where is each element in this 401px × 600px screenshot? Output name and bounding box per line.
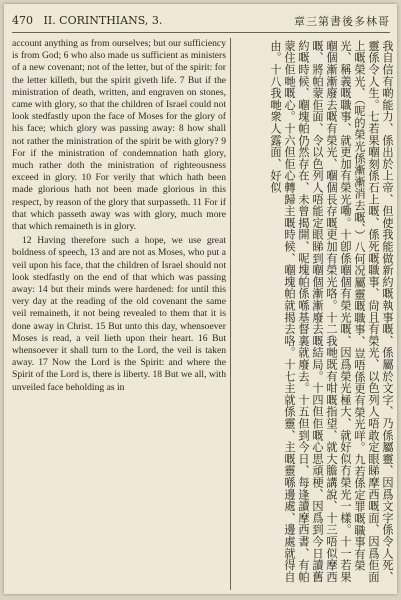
chinese-text-column: 我自信有啲能力、係出於上帝、但使我能做新約嘅執事嘅、係屬於文字、乃係屬靈、因爲文字係令人死、靈係令人生。七若果嗰刻係石上嘅、係死嘅職事、尙且有榮光、以色列人唔敢定眼睇摩西嘅面、因爲佢面上嘅榮光、（呢的榮光係漸漸消去嘅、）八何况屬靈嘅職事、豈唔係更有榮光咩。九若係定罪嘅職事有榮光、稱義嘅職事、就更加有榮光嘞。十卽係嗰個有榮光嘅、因爲榮光極大、就好似冇榮光一樣。十一若果嗰個漸漸廢去嘅有榮光、嗰個長存嘅更加有榮光咯。十二我哋既有咁嘅指望、就大膽講說、十三唔似摩西嘅、將帕蒙佢面、令以色列人唔能定眼睇到嗰個漸漸廢去嘅結局。十四但佢嘅心思頑梗、因爲到今日讀舊約嘅時候、嗰塊帕仍然存在、未曾揭開、呢塊帕係喺基督裏就廢去。十五但到今日、每逢讀摩西書、有帕蒙住佢哋嘅心。十六但佢心轉歸主嘅時候、嗰塊帕就揭去咯。十七主就係靈、主嘅靈喺邊處、邊處就得自由。十八我哋衆人露面、好似 [269,40,394,583]
page-header-left [12,14,162,27]
english-paragraph: account anything as from ourselves; but our sufficiency is from God; 6 who also made us sufficient as ministers of a new covenant; not of the letter, but of the spirit: for the letter killeth, but the spirit giveth life. 7 But if the ministration of death, written, and engraven on stones, came with glory, so that the children of Israel could not look stedfastly upon the face of Moses for the glory of his face; which glory was passing away: 8 how shall not rather the ministration of the spirit be with glory? 9 For if the ministration of condemnation hath glory, much rather doth the ministration of righteousness exceed in glory. 10 For verily that which hath been made glorious hath not been made glorious in this respect, by reason of the glory that surpasseth. 11 For if that which passeth away was with glory, much more that which remaineth is in glory. [12,38,226,233]
english-paragraph: 12 Having therefore such a hope, we use great boldness of speech, 13 and are not as Moses, who put a veil upon his face, that the children of Israel should not look stedfastly on the end of that which was passing away: 14 but their minds were hardened: for until this very day at the reading of the old covenant the same veil remaineth, it not being revealed to them that it is done away in Christ. 15 But unto this day, whensoever Moses is read, a veil lieth upon their heart. 16 But whensoever it shall turn to the Lord, the veil is taken away. 17 Now the Lord is the Spirit: and where the Spirit of the Lord is, there is liberty. 18 But we all, with unveiled face beholding as in [12,235,226,393]
column-divider [230,38,231,590]
bible-page [4,4,397,594]
chinese-chapter-title: 章三第書後多林哥 [294,15,390,28]
english-text-column [12,38,226,594]
page-number: 470 [12,14,33,27]
book-chapter-title: II. CORINTHIANS, 3. [43,14,163,27]
page-header [12,10,390,33]
